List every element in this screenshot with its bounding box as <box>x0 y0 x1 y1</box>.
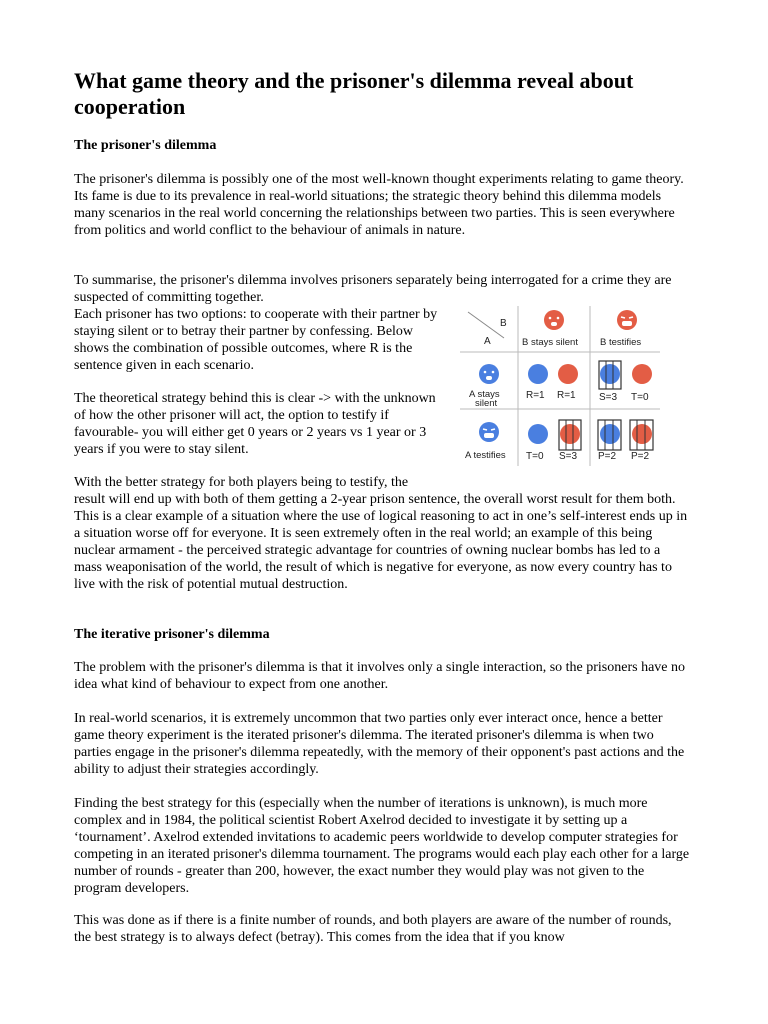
page-title: What game theory and the prisoner's dilemma reveal about cooperation <box>74 68 634 119</box>
face-blue-icon <box>528 364 548 384</box>
cell-r1-c2-b: T=0 <box>631 392 649 403</box>
face-blue-jailed-icon <box>600 424 620 444</box>
cell-r2-a: T=0 <box>526 451 544 462</box>
face-red-icon <box>632 364 652 384</box>
face-red-testify-icon <box>617 310 637 330</box>
section-heading-iterative: The iterative prisoner's dilemma <box>74 627 270 642</box>
face-red-icon <box>558 364 578 384</box>
face-red-jailed-icon <box>560 424 580 444</box>
face-blue-jailed-icon <box>600 364 620 384</box>
paragraph-summary: To summarise, the prisoner's dilemma involves prisoners separately being interrogated for a crime they are suspected of committing together. <box>74 273 672 305</box>
paragraph-strategy: The theoretical strategy behind this is clear -> with the unknown of how the other prisoner will act, the option to testify if favourable- you will either get 0 years or 2 years vs 1 year or 3 years if you were to stay silent. <box>74 391 436 457</box>
label-a: A <box>484 336 491 347</box>
cell-r2-c2-b: P=2 <box>631 451 650 462</box>
face-blue-silent-icon <box>479 364 499 384</box>
payoff-matrix-figure <box>460 306 660 466</box>
paragraph-single-interaction: The problem with the prisoner's dilemma is that it involves only a single interaction, so the prisoners have no idea what kind of behaviour to expect from one another. <box>74 660 686 692</box>
row-header-a-stays: A stays <box>469 389 500 400</box>
paragraph-intro: The prisoner's dilemma is possibly one of the most well-known thought experiments relating to game theory. Its fame is due to its prevalence in real-world situations; the strategic theory behind this dilemma models many scenarios in the real world concerning the relationships between two parties. This is seen everywhere from politics and world conflict to the behaviour of animals in nature. <box>74 172 684 238</box>
face-red-silent-icon <box>544 310 564 330</box>
face-red-jailed-icon <box>632 424 652 444</box>
face-blue-icon <box>528 424 548 444</box>
face-blue-testify-icon <box>479 422 499 442</box>
paragraph-better-strategy-start: With the better strategy for both players being to testify, the <box>74 475 409 490</box>
row-header-a-testifies: A testifies <box>465 450 506 461</box>
cell-r1-b: R=1 <box>557 390 576 401</box>
label-b: B <box>500 318 507 329</box>
paragraph-better-strategy: result will end up with both of them getting a 2-year prison sentence, the overall worst result for them both. This is a clear example of a situation where the use of logical reasoning to act in one’s self-interest ends up in a situation worse off for everyone. It is seen extremely often in the real world; an example of this being nuclear armament - the perceived strategic advantage for countries of owning nuclear bombs has led to a mass weaponisation of the world, the result of which is negative for everyone, as now every country has to live with the risk of potential mutual destruction. <box>74 492 688 592</box>
col-header-b-testifies: B testifies <box>600 337 642 348</box>
section-heading-prisoners-dilemma: The prisoner's dilemma <box>74 138 217 153</box>
row-header-silent: silent <box>475 398 498 409</box>
paragraph-iterated: In real-world scenarios, it is extremely uncommon that two parties only ever interact once, hence a better game theory experiment is the iterated prisoner's dilemma. The iterated prisoner's dilemma is when two parties engage in the prisoner's dilemma repeatedly, with the memory of their opponent's past actions and the ability to adjust their strategies accordingly. <box>74 711 685 777</box>
cell-r1-c2-a: S=3 <box>599 392 618 403</box>
diagonal-divider <box>468 312 504 338</box>
paragraph-finite-rounds: This was done as if there is a finite number of rounds, and both players are aware of the number of rounds, the best strategy is to always defect (betray). This comes from the idea that if you know <box>74 913 672 945</box>
paragraph-axelrod: Finding the best strategy for this (especially when the number of iterations is unknown), is much more complex and in 1984, the political scientist Robert Axelrod decided to investigate it by setting up a ‘tournament’. Axelrod extended invitations to academic peers worldwide to develop computer strategies for competing in an iterated prisoner's dilemma tournament. The programs would each play each other for a large number of rounds - greater than 200, however, the exact number they would play was not given to the program developers. <box>74 796 690 896</box>
col-header-b-silent: B stays silent <box>522 337 578 348</box>
cell-r2-c2-a: P=2 <box>598 451 617 462</box>
paragraph-options: Each prisoner has two options: to cooperate with their partner by staying silent or to betray their partner by confessing. Below shows the combination of possible outcomes, where R is the sentence given in each scenario. <box>74 307 438 373</box>
cell-r1-a: R=1 <box>526 390 545 401</box>
cell-r2-b: S=3 <box>559 451 578 462</box>
